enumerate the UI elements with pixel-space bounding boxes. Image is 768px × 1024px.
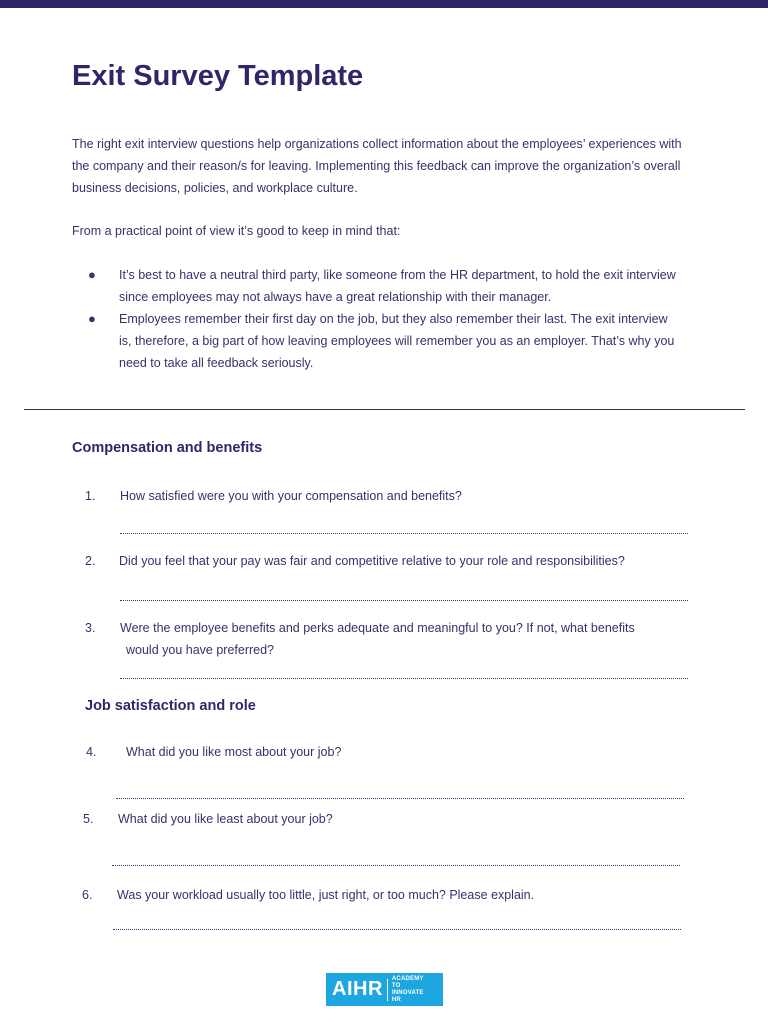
question-number: 3. bbox=[85, 621, 96, 635]
logo-tagline: ACADEMY TO INNOVATE HR bbox=[391, 975, 424, 1003]
logo-separator bbox=[387, 979, 388, 1001]
question-text: Did you feel that your pay was fair and competitive relative to your role and responsibilities? bbox=[119, 554, 625, 568]
question-number: 6. bbox=[82, 888, 93, 902]
intro-paragraph: The right exit interview questions help organizations collect information about the employees’ experiences with the company and their reason/s for leaving. Implementing this feedback can improve the organization’s overall business decisions, policies, and workplace culture. bbox=[72, 137, 682, 195]
question-text: What did you like least about your job? bbox=[118, 812, 333, 826]
question-number: 5. bbox=[83, 812, 94, 826]
question-text: Were the employee benefits and perks adequate and meaningful to you? If not, what benefits bbox=[120, 621, 635, 635]
question-item bbox=[82, 884, 682, 906]
question-text-continued: would you have preferred? bbox=[126, 643, 275, 657]
bullet-text: Employees remember their first day on the job, but they also remember their last. The exit interview is, therefore, a big part of how leaving employees will remember you as an employer. That’s why you need to take all feedback seriously. bbox=[119, 312, 675, 370]
bullet-text: It’s best to have a neutral third party, like someone from the HR department, to hold the exit interview since employees may not always have a great relationship with their manager. bbox=[119, 268, 676, 304]
practical-note: From a practical point of view it’s good to keep in mind that: bbox=[72, 224, 401, 238]
answer-line[interactable] bbox=[116, 798, 684, 799]
logo-wordmark: AIHR bbox=[332, 978, 383, 1000]
bullet-dot-icon: ● bbox=[88, 311, 96, 326]
answer-line[interactable] bbox=[112, 865, 680, 866]
top-accent-bar bbox=[0, 0, 768, 8]
answer-line[interactable] bbox=[120, 600, 688, 601]
section-divider bbox=[24, 409, 745, 410]
section-heading-compensation: Compensation and benefits bbox=[72, 440, 263, 456]
aihr-logo bbox=[326, 973, 443, 1006]
question-text: How satisfied were you with your compensation and benefits? bbox=[120, 489, 462, 503]
question-text: Was your workload usually too little, just right, or too much? Please explain. bbox=[117, 888, 535, 902]
question-text: What did you like most about your job? bbox=[126, 745, 342, 759]
answer-line[interactable] bbox=[120, 678, 688, 679]
section-heading-job-satisfaction: Job satisfaction and role bbox=[85, 698, 256, 714]
page-title: Exit Survey Template bbox=[72, 60, 364, 92]
question-item bbox=[85, 617, 685, 661]
question-item bbox=[86, 741, 686, 763]
bullet-dot-icon: ● bbox=[88, 267, 96, 282]
question-item bbox=[85, 550, 685, 572]
question-number: 4. bbox=[86, 745, 97, 759]
question-number: 2. bbox=[85, 554, 96, 568]
answer-line[interactable] bbox=[120, 533, 688, 534]
question-item bbox=[85, 485, 685, 507]
answer-line[interactable] bbox=[113, 929, 681, 930]
question-item bbox=[83, 808, 683, 830]
question-number: 1. bbox=[85, 489, 96, 503]
